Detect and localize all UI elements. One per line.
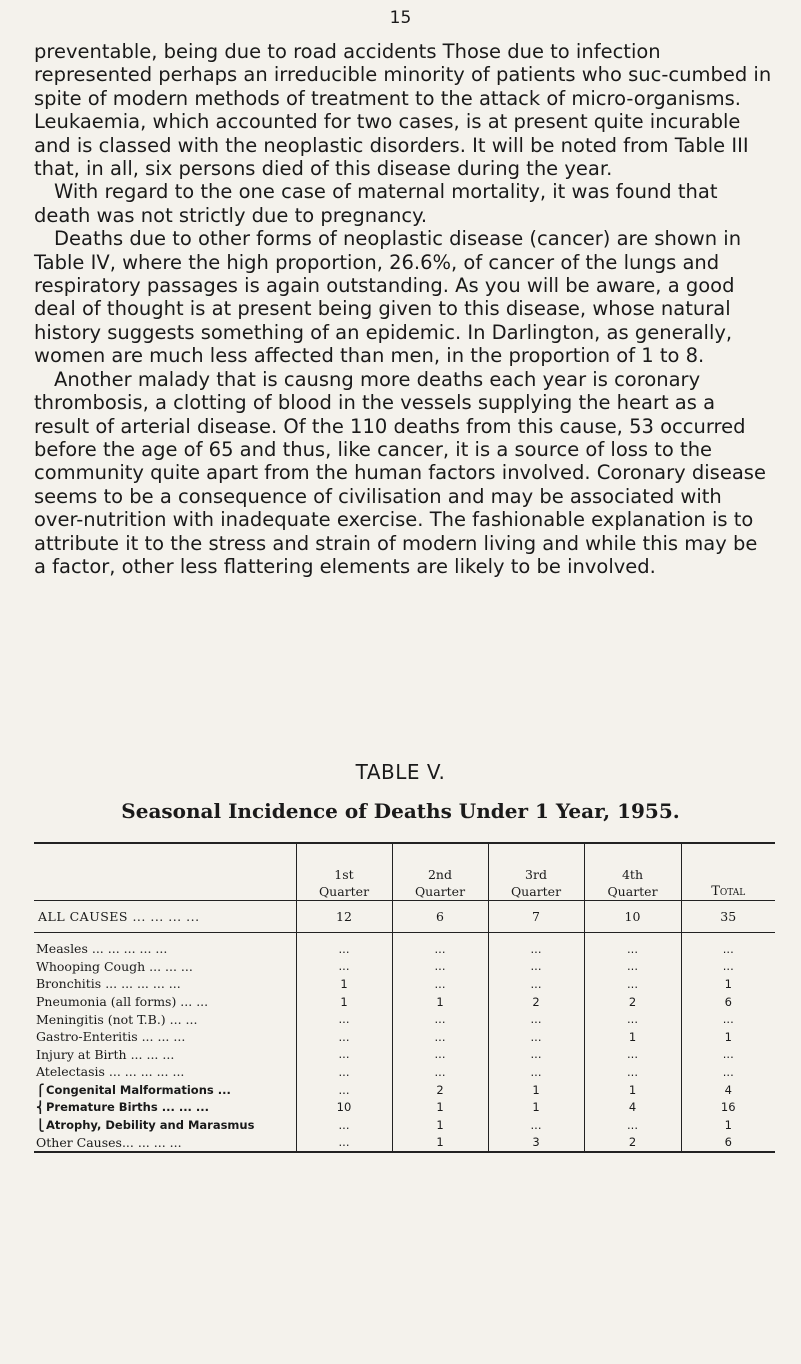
cell-q4: ... xyxy=(584,940,681,958)
cell-q1: ... xyxy=(296,1010,392,1028)
table-row xyxy=(34,940,775,958)
cell-q3: ... xyxy=(488,958,584,976)
row-label-text: Premature Births ... ... ... xyxy=(46,1100,210,1115)
row-label xyxy=(34,975,296,993)
row-label xyxy=(34,1028,296,1046)
cell-q1: ... xyxy=(296,958,392,976)
cell-total: 1 xyxy=(681,975,775,993)
row-label-text: Measles ... ... ... ... ... xyxy=(36,941,168,957)
cell-q2: ... xyxy=(392,958,488,976)
row-label-text: Meningitis (not T.B.) ... ... xyxy=(36,1011,198,1027)
row-label-text: Bronchitis ... ... ... ... ... xyxy=(36,976,181,992)
cell-total: ... xyxy=(681,1046,775,1064)
cell-total: ... xyxy=(681,940,775,958)
cell-total: 1 xyxy=(681,1028,775,1046)
cell-q1: ... xyxy=(296,1063,392,1081)
cell-q3: ... xyxy=(488,940,584,958)
cell-q2: ... xyxy=(392,1010,488,1028)
header-blank xyxy=(34,843,296,901)
row-label-text: Atrophy, Debility and Marasmus xyxy=(46,1117,255,1132)
row-label xyxy=(34,958,296,976)
row-label xyxy=(34,1063,296,1081)
cell-q1: 1 xyxy=(296,993,392,1011)
row-label-text: Pneumonia (all forms) ... ... xyxy=(36,994,209,1010)
row-label: ALL CAUSES ... ... ... ... xyxy=(34,901,296,933)
cell-q1: ... xyxy=(296,1081,392,1099)
row-label-text: Other Causes... ... ... ... xyxy=(36,1134,182,1150)
cell-q4: 1 xyxy=(584,1028,681,1046)
cell-q1: ... xyxy=(296,1134,392,1153)
cell-q2: 6 xyxy=(392,901,488,933)
table-row xyxy=(34,1046,775,1064)
brace-glyph: ⎩ xyxy=(36,1117,45,1132)
cell-q4: 2 xyxy=(584,993,681,1011)
cell-q3: ... xyxy=(488,1116,584,1134)
table-row xyxy=(34,1116,775,1134)
cell-q4: ... xyxy=(584,1046,681,1064)
header-q4: 4th Quarter xyxy=(584,843,681,901)
row-label xyxy=(34,1098,296,1116)
cell-q1: ... xyxy=(296,1116,392,1134)
brace-glyph: ⎨ xyxy=(36,1100,45,1115)
table-row xyxy=(34,958,775,976)
table-row xyxy=(34,1010,775,1028)
cell-q4: ... xyxy=(584,1063,681,1081)
cell-total: ... xyxy=(681,1063,775,1081)
cell-q3: 1 xyxy=(488,1098,584,1116)
table-spacer xyxy=(34,933,775,941)
cell-total: 16 xyxy=(681,1098,775,1116)
cell-q2: ... xyxy=(392,975,488,993)
table-row xyxy=(34,1098,775,1116)
row-label-text: Gastro-Enteritis ... ... ... xyxy=(36,1029,186,1045)
cell-q3: ... xyxy=(488,1028,584,1046)
table-row xyxy=(34,975,775,993)
cell-total: 4 xyxy=(681,1081,775,1099)
cell-q2: 1 xyxy=(392,1134,488,1153)
cell-q1: 1 xyxy=(296,975,392,993)
paragraph-3: Deaths due to other forms of neoplastic disease (cancer) are shown in Table IV, where the high proportion, 26.6%, of cancer of the lungs and respiratory passages is again outstanding. As you will be aware, a good deal of thought is at present being given to this disease, whose natural history suggests something of an epidemic. In Darlington, as generally, women are much less affected than men, in the proportion of 1 to 8. xyxy=(34,227,742,368)
row-label xyxy=(34,940,296,958)
cell-q3: ... xyxy=(488,1010,584,1028)
cell-q1: 12 xyxy=(296,901,392,933)
cell-total: ... xyxy=(681,1010,775,1028)
cell-q3: 2 xyxy=(488,993,584,1011)
cell-q2: 1 xyxy=(392,1116,488,1134)
cell-q2: ... xyxy=(392,1046,488,1064)
cell-q3: ... xyxy=(488,1046,584,1064)
row-label xyxy=(34,1134,296,1153)
cell-q1: ... xyxy=(296,1046,392,1064)
table-row xyxy=(34,993,775,1011)
all-causes-row xyxy=(34,901,775,933)
cell-q2: 1 xyxy=(392,1098,488,1116)
cell-q1: 10 xyxy=(296,1098,392,1116)
table-row xyxy=(34,1081,775,1099)
cell-q2: 1 xyxy=(392,993,488,1011)
deaths-table xyxy=(34,842,775,1153)
cell-total: 35 xyxy=(681,901,775,933)
row-label-text: Congenital Malformations ... xyxy=(46,1082,231,1097)
body-text xyxy=(34,40,774,578)
row-label xyxy=(34,1116,296,1134)
table-row xyxy=(34,1063,775,1081)
row-label xyxy=(34,1010,296,1028)
table-header-row xyxy=(34,843,775,901)
cell-q4: 1 xyxy=(584,1081,681,1099)
cell-q2: ... xyxy=(392,940,488,958)
header-total: Total xyxy=(681,843,775,901)
header-q2: 2nd Quarter xyxy=(392,843,488,901)
header-q1: 1st Quarter xyxy=(296,843,392,901)
row-label-text: Atelectasis ... ... ... ... ... xyxy=(36,1064,185,1080)
cell-q2: ... xyxy=(392,1028,488,1046)
row-label-text: Injury at Birth ... ... ... xyxy=(36,1046,175,1062)
paragraph-1: preventable, being due to road accidents Those due to infection represented perhaps an irreducible minority of patients who suc-cumbed in spite of modern methods of treatment to the attack of micro-organisms. Leukaemia, which accounted for two cases, is at present quite incurable and is classed with the neoplastic disorders. It will be noted from Table III that, in all, six persons died of this disease during the year. xyxy=(34,40,772,181)
page-number: 15 xyxy=(389,8,412,28)
cell-q4: ... xyxy=(584,958,681,976)
brace-glyph: ⎧ xyxy=(36,1082,45,1097)
table-subtitle: Seasonal Incidence of Deaths Under 1 Year, 1955. xyxy=(121,799,680,823)
cell-q2: ... xyxy=(392,1063,488,1081)
cell-q3: ... xyxy=(488,975,584,993)
table-row xyxy=(34,1028,775,1046)
paragraph-4: Another malady that is causng more deaths each year is coronary thrombosis, a clotting of blood in the vessels supplying the heart as a result of arterial disease. Of the 110 deaths from this cause, 53 occurred before the age of 65 and thus, like cancer, it is a source of loss to the community quite apart from the human factors involved. Coronary disease seems to be a consequence of civilisation and may be associated with over-nutrition with inadequate exercise. The fashionable explanation is to attribute it to the stress and strain of modern living and while this may be a factor, other less flattering elements are likely to be involved. xyxy=(34,367,766,578)
cell-q4: ... xyxy=(584,1116,681,1134)
cell-q3: 3 xyxy=(488,1134,584,1153)
cell-q4: ... xyxy=(584,1010,681,1028)
cell-total: 6 xyxy=(681,1134,775,1153)
row-label xyxy=(34,1046,296,1064)
paragraph-2: With regard to the one case of maternal mortality, it was found that death was not strictly due to pregnancy. xyxy=(34,180,718,227)
cell-total: ... xyxy=(681,958,775,976)
cell-q4: 10 xyxy=(584,901,681,933)
row-label xyxy=(34,993,296,1011)
cell-q3: 1 xyxy=(488,1081,584,1099)
cell-q3: ... xyxy=(488,1063,584,1081)
cell-total: 1 xyxy=(681,1116,775,1134)
cell-q4: ... xyxy=(584,975,681,993)
row-label xyxy=(34,1081,296,1099)
cell-q4: 4 xyxy=(584,1098,681,1116)
table-title: TABLE V. xyxy=(355,760,446,784)
cell-total: 6 xyxy=(681,993,775,1011)
cell-q4: 2 xyxy=(584,1134,681,1153)
cell-q1: ... xyxy=(296,940,392,958)
table-row xyxy=(34,1134,775,1153)
row-label-text: Whooping Cough ... ... ... xyxy=(36,958,193,974)
cell-q2: 2 xyxy=(392,1081,488,1099)
cell-q1: ... xyxy=(296,1028,392,1046)
cell-q3: 7 xyxy=(488,901,584,933)
header-q3: 3rd Quarter xyxy=(488,843,584,901)
